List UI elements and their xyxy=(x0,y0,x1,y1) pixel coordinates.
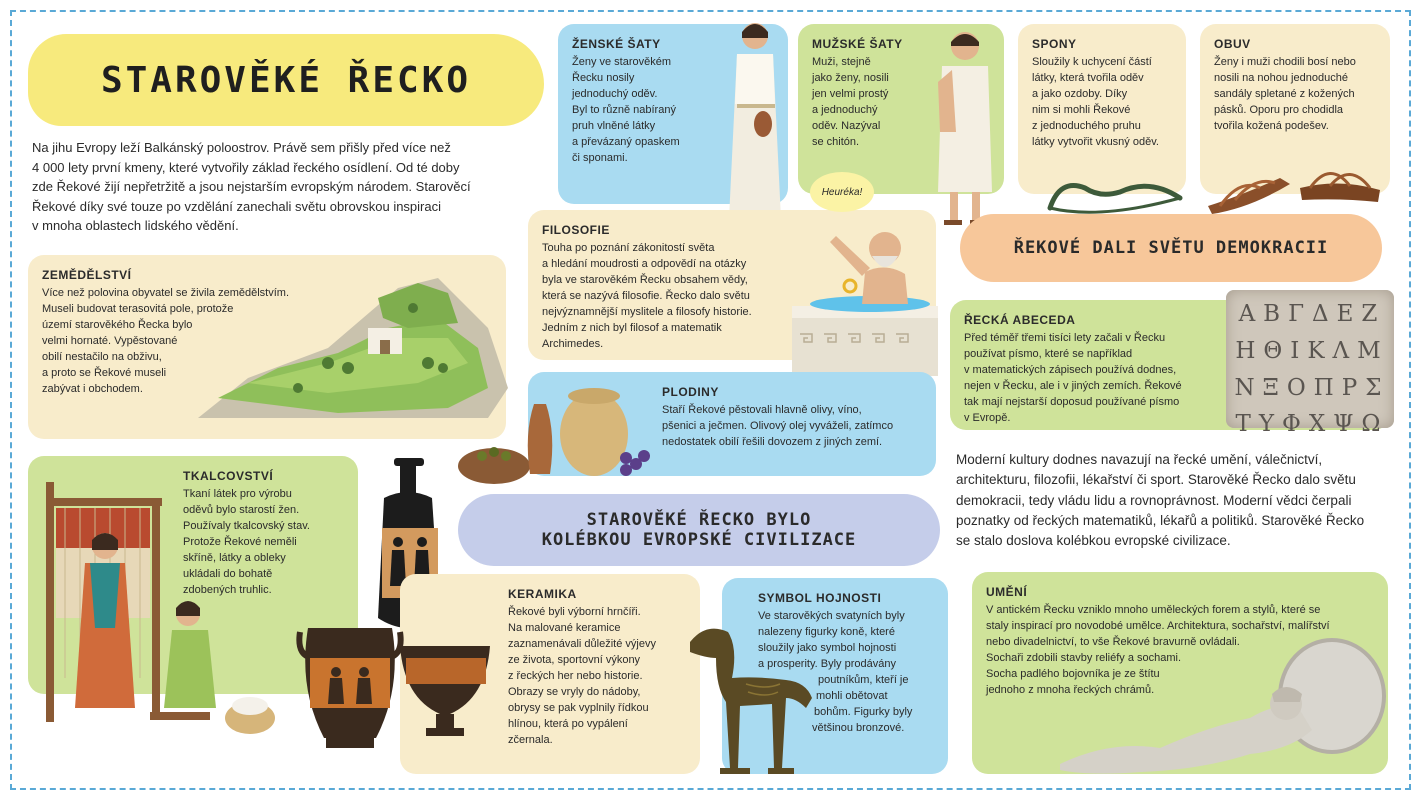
box-line: zabývat i obchodem. xyxy=(42,383,143,396)
box-line: Muži, stejně xyxy=(812,56,871,69)
box-line: zdobených truhlic. xyxy=(183,584,272,597)
box-line: jednoduchý oděv. xyxy=(572,88,658,101)
greek-woman-illustration xyxy=(715,14,795,224)
box-line: Před téměř třemi tisíci lety začali v Řecku xyxy=(964,332,1166,345)
alphabet-row: ΗΘΙΚΛΜ xyxy=(1235,337,1389,364)
box-line: nebo divadelnictví, to vše Řekové bravurně ovládali. xyxy=(986,636,1240,649)
box-title: ŽENSKÉ ŠATY xyxy=(572,37,661,51)
box-line: z jednoduchého pruhu xyxy=(1032,120,1141,133)
box-title: TKALCOVSTVÍ xyxy=(183,469,274,483)
box-line: Jedním z nich byl filosof a matematik xyxy=(542,322,722,335)
box-line: jen velmi prostý xyxy=(812,88,889,101)
box-line: Sloužily k uchycení částí xyxy=(1032,56,1152,69)
box-line: oděvů bylo starostí žen. xyxy=(183,504,300,517)
intro-line: zde Řekové žijí nepřetržitě a jsou nejstarším evropským národem. Starověcí xyxy=(32,179,471,194)
fallen-warrior-sculpture-illustration xyxy=(1050,630,1390,780)
intro-line: Řekové díky své touze po vzdělání zanechali světu obrovskou inspiraci xyxy=(32,198,441,214)
box-line: používat písmo, které se například xyxy=(964,348,1133,361)
box-line: Socha padlého bojovníka je ze štítu xyxy=(986,668,1160,681)
box-line: obrysy se pak vyplnily řídkou xyxy=(508,702,649,715)
box-title: SPONY xyxy=(1032,37,1077,51)
kolebka-line: STAROVĚKÉ ŘECKO BYLO xyxy=(586,510,812,530)
box-line: nim si mohli Řekové xyxy=(1032,104,1131,117)
pottery-illustration xyxy=(290,618,498,768)
modern-line: Moderní kultury dodnes navazují na řecké umění, válečnictví, xyxy=(956,452,1323,467)
box-line: Archimedes. xyxy=(542,338,604,351)
archimedes-bath-illustration xyxy=(790,222,940,380)
box-line: látky vytvořit vkusný oděv. xyxy=(1032,136,1159,149)
modern-culture-text xyxy=(956,450,1396,551)
box-line: Řecku nosily xyxy=(572,72,635,85)
box-line: bohům. Figurky byly xyxy=(814,706,913,719)
page-title: STAROVĚKÉ ŘECKO xyxy=(100,59,472,101)
box-line: Ženy i muži chodili bosí nebo xyxy=(1214,56,1356,69)
box-line: Tkaní látek pro výrobu xyxy=(183,488,292,501)
box-line: Ženy ve starověkém xyxy=(572,56,672,69)
box-line: poutníkům, kteří je xyxy=(818,674,909,687)
box-line: a hledání moudrosti a odpovědí na otázky xyxy=(542,258,747,271)
box-line: se chitón. xyxy=(812,136,860,149)
demokracie-banner xyxy=(960,214,1382,282)
sandals-illustration xyxy=(1200,148,1390,218)
box-line: Byl to různě nabíraný xyxy=(572,104,676,117)
box-line: v Evropě. xyxy=(964,412,1011,425)
box-line: a jako ozdoby. Díky xyxy=(1032,88,1128,101)
box-line: a prosperity. Byly prodávány xyxy=(758,658,896,671)
greek-man-illustration xyxy=(922,22,1008,232)
box-line: ukládali do bohatě xyxy=(183,568,273,581)
intro-line: 4 000 lety první kmeny, které vytvořily základ řeckého osídlení. Od té doby xyxy=(32,159,460,175)
box-line: pruh vlněné látky xyxy=(572,120,656,133)
box-line: většinou bronzové. xyxy=(812,721,905,734)
box-line: Používaly tkalcovský stav. xyxy=(183,520,310,533)
box-line: a převázaný opaskem xyxy=(572,136,680,149)
box-line: oděv. Nazýval xyxy=(812,120,881,133)
alphabet-row: ΝΞΟΠΡΣ xyxy=(1234,374,1390,401)
box-title: MUŽSKÉ ŠATY xyxy=(812,37,903,51)
box-line: V antickém Řecku vzniklo mnoho uměleckých forem a stylů, které se xyxy=(986,604,1321,617)
box-title: SYMBOL HOJNOSTI xyxy=(758,591,882,605)
box-title: UMĚNÍ xyxy=(986,585,1028,599)
demokracie-heading: ŘEKOVÉ DALI SVĚTU DEMOKRACII xyxy=(1013,238,1329,258)
intro-line: Na jihu Evropy leží Balkánský poloostrov. Právě sem přišly před více než xyxy=(32,140,451,155)
box-line: či sponami. xyxy=(572,152,628,165)
box-line: pásků. Oporu pro chodidla xyxy=(1214,104,1344,117)
box-line: látky, která tvořila oděv xyxy=(1032,72,1144,85)
box-line: a proto se Řekové museli xyxy=(42,367,167,380)
box-line: hlínou, která po vypálení xyxy=(508,717,628,730)
box-line: mohli obětovat xyxy=(816,690,888,703)
box-line: Více než polovina obyvatel se živila zemědělstvím. xyxy=(42,287,290,300)
box-line: jednoho z mnoha řeckých chrámů. xyxy=(986,684,1155,697)
box-line: z řeckých her nebo historie. xyxy=(508,670,643,683)
box-title: ZEMĚDĚLSTVÍ xyxy=(42,268,132,282)
weavers-illustration xyxy=(40,478,280,768)
box-line: Ve starověkých svatyních byly xyxy=(758,610,905,623)
box-line: která se nazývá filosofie. Řecko dalo světu xyxy=(542,290,750,303)
box-line: Řekové byli výborní hrnčíři. xyxy=(508,606,641,619)
box-line: velmi hornaté. Vypěstované xyxy=(42,335,178,348)
bubble-text: Heuréka! xyxy=(821,186,863,198)
greek-alphabet xyxy=(1232,296,1392,443)
box-line: a jednoduchý xyxy=(812,104,878,117)
box-line: nejvýznamnější myslitele a filosofy historie. xyxy=(542,306,752,319)
box-title: ŘECKÁ ABECEDA xyxy=(964,313,1076,327)
box-line: Na malované keramice xyxy=(508,622,621,635)
box-line: ze života, sportovní výkony xyxy=(508,654,641,667)
box-line: nedostatek obilí řešili dovozem z jiných zemí. xyxy=(662,436,883,449)
box-line: zaznamenávali důležité výjevy xyxy=(508,638,656,651)
box-line: Obrazy se vryly do nádoby, xyxy=(508,686,641,699)
modern-line: poznatky od řeckých matematiků, lékařů a politiků. Starověké Řecko xyxy=(956,512,1365,528)
intro-line: v mnoha oblastech lidského vědění. xyxy=(32,218,239,233)
box-line: Museli budovat terasovitá pole, protože xyxy=(42,303,234,316)
intro-text xyxy=(32,138,522,236)
speech-bubble xyxy=(810,172,874,212)
box-title: KERAMIKA xyxy=(508,587,577,601)
box-line: nejen v Řecku, ale i v jiných zemích. Řekové xyxy=(964,380,1182,393)
box-line: staly inspirací pro novodobé umělce. Architektura, sochařství, malířství xyxy=(986,620,1330,633)
box-line: jako ženy, nosili xyxy=(812,72,889,85)
box-line: nosili na nohou jednoduché xyxy=(1214,72,1348,85)
box-title: OBUV xyxy=(1214,37,1251,51)
alphabet-row: ΤΥΦΧΨΩ xyxy=(1235,411,1389,438)
bronze-horse-illustration xyxy=(676,618,826,788)
alphabet-row: ΑΒΓΔΕΖ xyxy=(1238,301,1386,327)
box-line: Staří Řekové pěstovali hlavně olivy, víno, xyxy=(662,404,862,417)
box-line: nalezeny figurky koně, které xyxy=(758,626,895,639)
crops-illustration xyxy=(454,384,664,494)
modern-line: architekturu, filozofii, lékařství či sport. Starověké Řecko dalo světu xyxy=(956,472,1356,488)
box-line: obilí nestačilo na obživu, xyxy=(42,351,162,364)
box-line: v matematických zápisech používá dodnes, xyxy=(964,364,1177,377)
modern-line: demokracii, tedy vládu lidu a rovnoprávnost. Moderní vědci čerpali xyxy=(956,492,1352,508)
box-line: skříně, látky a obleky xyxy=(183,552,286,565)
box-line: území starověkého Řecka bylo xyxy=(42,319,193,332)
kolebka-line: KOLÉBKOU EVROPSKÉ CIVILIZACE xyxy=(541,530,857,550)
box-line: pšenici a ječmen. Olivový olej vyváželi, zatímco xyxy=(662,420,894,433)
box-line: sloužily jako symbol hojnosti xyxy=(758,642,897,655)
box-line: zčernala. xyxy=(508,733,553,746)
box-line: sandály spletané z kožených xyxy=(1214,88,1355,101)
box-title: PLODINY xyxy=(662,385,719,399)
title-banner xyxy=(28,34,544,126)
box-line: tak mají nejstarší doposud používané písmo xyxy=(964,396,1180,409)
box-line: Protože Řekové neměli xyxy=(183,536,297,549)
box-title: FILOSOFIE xyxy=(542,223,610,237)
kolebka-banner xyxy=(458,494,940,566)
box-line: byla ve starověkém Řecku obsahem vědy, xyxy=(542,274,748,287)
box-line: tvořila kožená podešev. xyxy=(1214,120,1329,133)
modern-line: se stalo doslova kolébkou evropské civilizace. xyxy=(956,533,1231,548)
box-line: Sochaři zdobili stavby reliéfy a sochami. xyxy=(986,652,1182,665)
box-line: Touha po poznání zákonitostí světa xyxy=(542,242,715,255)
